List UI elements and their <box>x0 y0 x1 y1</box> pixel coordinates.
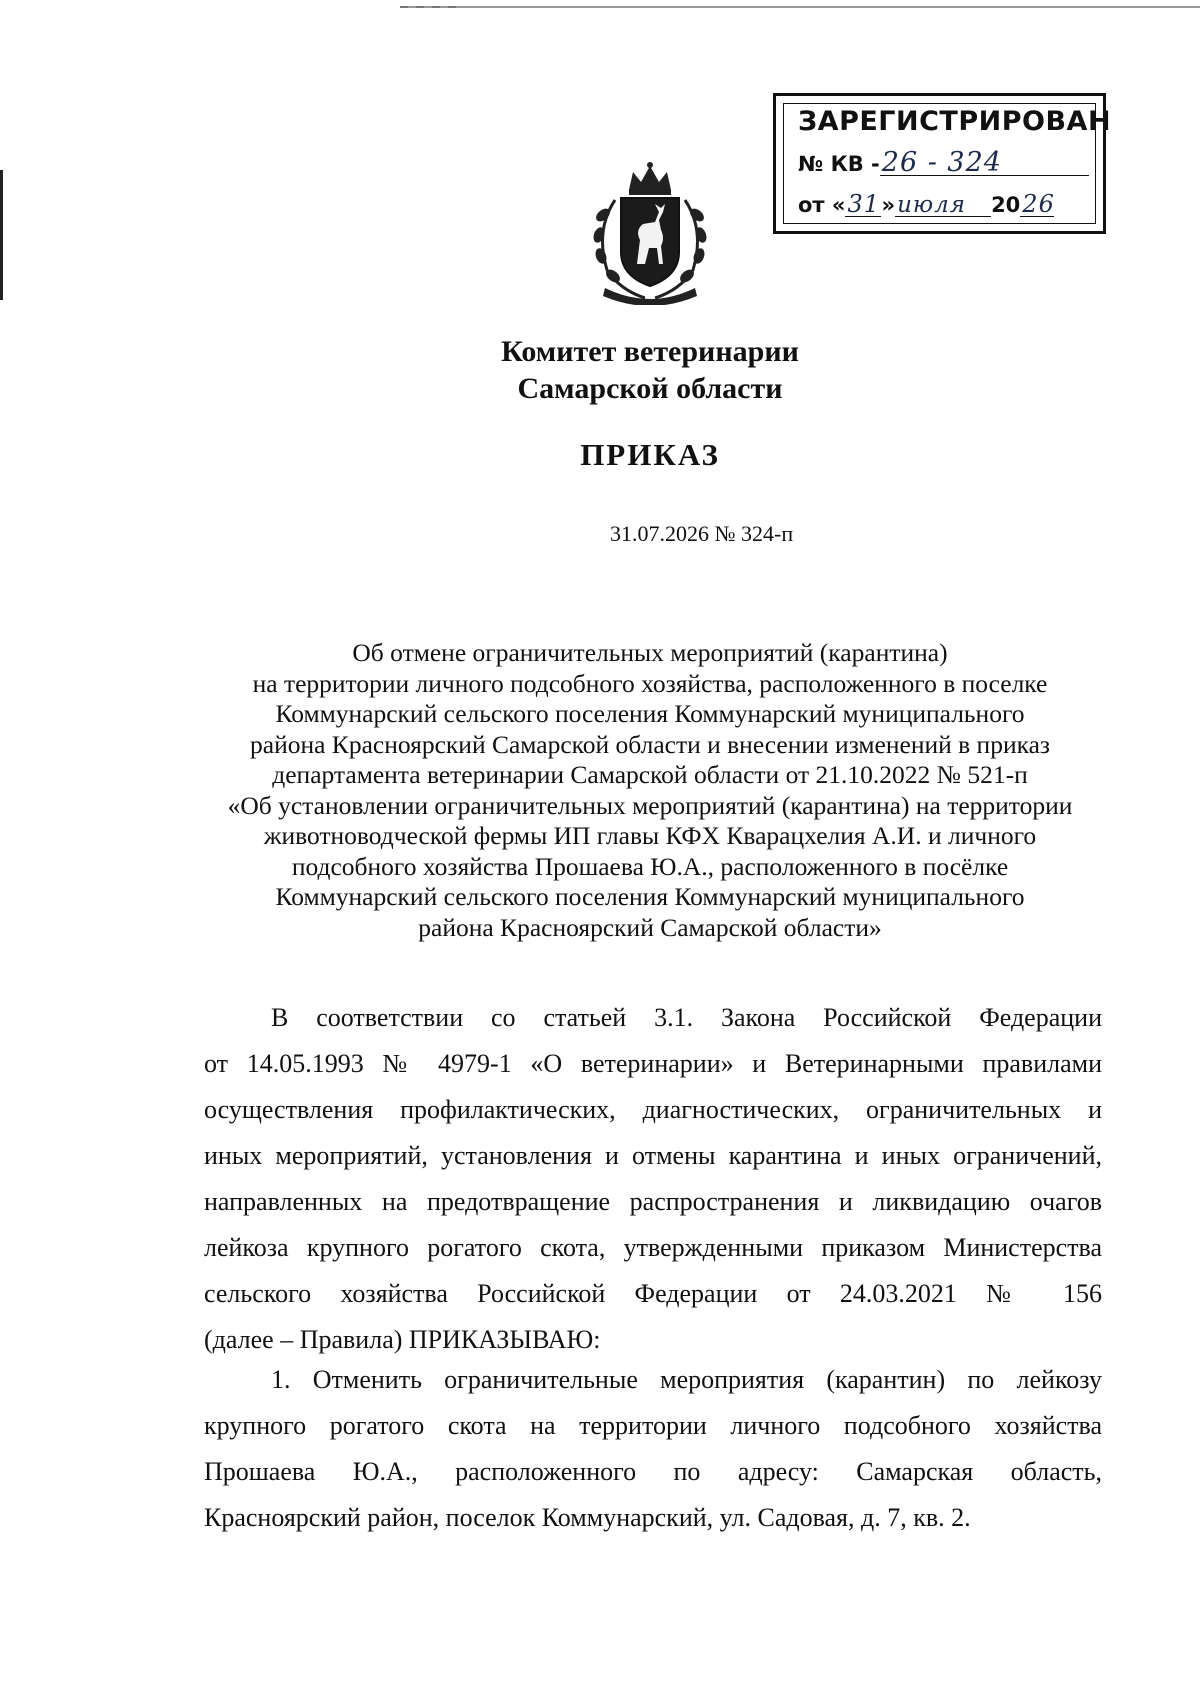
stamp-number-label: № КВ - <box>798 152 880 176</box>
document-date-number: 31.07.2026 № 324-п <box>610 521 794 546</box>
stamp-date-mid: » <box>881 193 896 217</box>
stamp-title: ЗАРЕГИСТРИРОВАН <box>798 106 1112 137</box>
registration-stamp <box>773 93 1112 234</box>
paragraph-line: 1. Отменить ограничительные мероприятия (карантин) по лейкозу <box>271 1365 1102 1394</box>
title-line: района Красноярский Самарской области» <box>418 912 882 942</box>
stamp-year-field <box>1020 190 1055 218</box>
stamp-number-field <box>880 147 1089 178</box>
organization-name-line2: Самарской области <box>517 372 783 405</box>
paragraph-line: осуществления профилактических, диагностических, ограничительных и <box>204 1095 1102 1124</box>
paragraph-line: от 14.05.1993 № 4979-1 «О ветеринарии» и Ветеринарными правилами <box>204 1049 1102 1078</box>
stamp-number-row <box>798 147 1089 178</box>
paragraph-line: (далее – Правила) ПРИКАЗЫВАЮ: <box>204 1325 601 1354</box>
paragraph-line: направленных на предотвращение распространения и ликвидацию очагов <box>204 1187 1102 1216</box>
paragraph-item-1 <box>204 1357 1102 1541</box>
title-line: на территории личного подсобного хозяйства, расположенного в поселке <box>252 668 1048 698</box>
paragraph-line: В соответствии со статьей 3.1. Закона Российской Федерации <box>271 1003 1102 1032</box>
title-line: Коммунарский сельского поселения Коммунарский муниципального <box>275 699 1025 728</box>
document-title <box>190 638 1110 943</box>
stamp-date-prefix: от « <box>798 193 846 217</box>
title-line: животноводческой фермы ИП главы КФХ Кварацхелия А.И. и личного <box>263 821 1037 850</box>
stamp-year-prefix: 20 <box>991 193 1021 217</box>
coat-of-arms-icon <box>585 160 715 305</box>
paragraph-line: иных мероприятий, установления и отмены карантина и иных ограничений, <box>204 1141 1102 1170</box>
title-line: «Об установлении ограничительных мероприятий (карантина) на территории <box>227 790 1073 820</box>
stamp-date-row <box>798 190 1055 218</box>
title-line: Об отмене ограничительных мероприятий (карантина) <box>352 638 948 667</box>
document-type: ПРИКАЗ <box>580 437 720 472</box>
organization-name-line1: Комитет ветеринарии <box>501 335 799 368</box>
stamp-day-field <box>845 190 881 218</box>
paragraph-line: крупного рогатого скота на территории личного подсобного хозяйства <box>204 1411 1102 1440</box>
stamp-month-handwritten: июля <box>897 192 966 218</box>
title-line: подсобного хозяйства Прошаева Ю.А., расположенного в посёлке <box>291 851 1009 881</box>
paragraph-line: Красноярский район, поселок Коммунарский, ул. Садовая, д. 7, кв. 2. <box>204 1503 971 1532</box>
stamp-number-handwritten: 26 - 324 <box>881 147 1002 178</box>
paragraph-line: Прошаева Ю.А., расположенного по адресу: Самарская область, <box>204 1457 1102 1486</box>
scan-artifact-top <box>400 6 1200 8</box>
stamp-day-handwritten: 31 <box>847 190 881 218</box>
paragraph-line: сельского хозяйства Российской Федерации от 24.03.2021 № 156 <box>204 1279 1102 1308</box>
title-line: района Красноярский Самарской области и внесении изменений в приказ <box>250 729 1050 759</box>
paragraph-preamble <box>204 995 1102 1363</box>
title-line: Коммунарский сельского поселения Коммунарский муниципального <box>275 882 1025 911</box>
stamp-year-handwritten: 26 <box>1022 190 1055 218</box>
stamp-month-field <box>895 194 991 217</box>
paragraph-line: лейкоза крупного рогатого скота, утвержденными приказом Министерства <box>204 1233 1102 1262</box>
title-line: департамента ветеринарии Самарской области от 21.10.2022 № 521-п <box>272 760 1028 789</box>
scan-artifact-left <box>0 170 3 300</box>
scan-artifact-dash <box>400 6 460 8</box>
